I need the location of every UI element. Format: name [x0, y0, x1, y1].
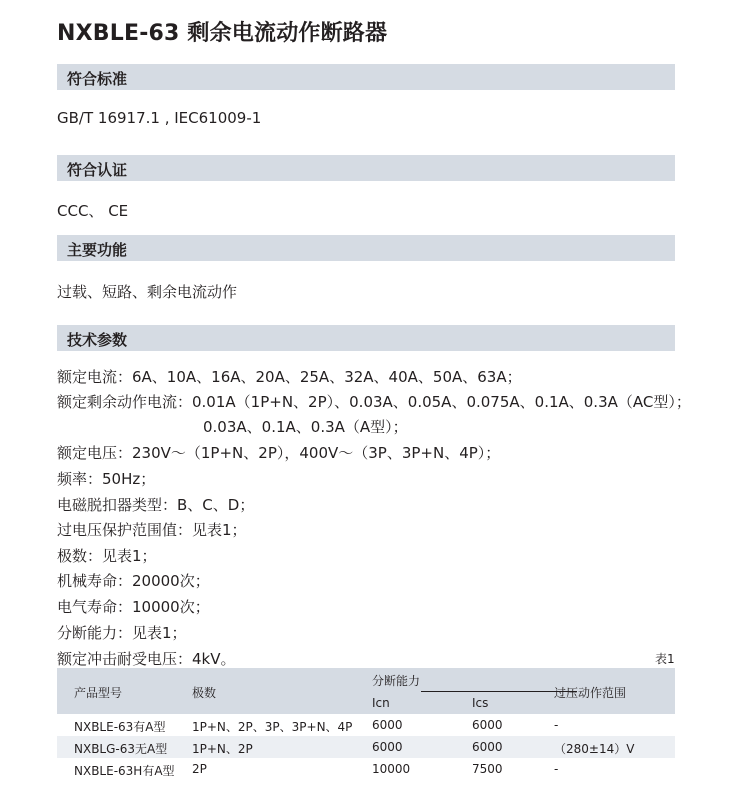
- param-frequency: 频率：50Hz；: [57, 470, 156, 488]
- param-rated-current: 额定电流：6A、10A、16A、20A、25A、32A、40A、50A、63A；: [57, 368, 522, 386]
- param-overvoltage-range: 过电压保护范围值：见表1；: [57, 521, 247, 539]
- cell-model: NXBLG-63无A型: [74, 742, 168, 756]
- param-rated-voltage: 额定电压：230V～（1P+N、2P），400V～（3P、3P+N、4P）；: [57, 444, 501, 462]
- cell-poles: 1P+N、2P、3P、3P+N、4P: [192, 720, 353, 734]
- header-model: 产品型号: [74, 686, 123, 700]
- cell-model: NXBLE-63有A型: [74, 720, 166, 734]
- table-row: [57, 758, 675, 780]
- section-heading: 符合认证: [67, 161, 128, 179]
- cell-model: NXBLE-63H有A型: [74, 764, 175, 778]
- section-header-standard: [57, 64, 675, 90]
- function-text: 过载、短路、剩余电流动作: [57, 283, 238, 301]
- header-ics: Ics: [472, 696, 489, 710]
- param-breaking-capacity: 分断能力：见表1；: [57, 624, 187, 642]
- cell-ics: 6000: [472, 740, 503, 754]
- cell-poles: 1P+N、2P: [192, 742, 253, 756]
- param-mechanical-life: 机械寿命：20000次；: [57, 572, 210, 590]
- cell-overvoltage: -: [554, 762, 559, 776]
- header-overvoltage: 过压动作范围: [554, 686, 627, 700]
- section-heading: 符合标准: [67, 70, 128, 88]
- param-residual-current-a-type: 0.03A、0.1A、0.3A（A型）；: [203, 418, 408, 436]
- param-poles: 极数：见表1；: [57, 547, 157, 565]
- header-icn: Icn: [372, 696, 390, 710]
- section-heading: 技术参数: [67, 331, 128, 349]
- cell-icn: 10000: [372, 762, 411, 776]
- section-header-params: [57, 325, 675, 351]
- cell-ics: 7500: [472, 762, 503, 776]
- header-breaking: 分断能力: [372, 674, 421, 688]
- standard-text: GB/T 16917.1 , IEC61009-1: [57, 109, 262, 127]
- param-trip-type: 电磁脱扣器类型：B、C、D；: [57, 496, 255, 514]
- cell-icn: 6000: [372, 718, 403, 732]
- page-title: NXBLE-63 剩余电流动作断路器: [57, 21, 388, 46]
- param-residual-current: 额定剩余动作电流：0.01A（1P+N、2P）、0.03A、0.05A、0.075A、0.1A、0.3A（AC型）；: [57, 393, 691, 411]
- cell-ics: 6000: [472, 718, 503, 732]
- section-header-certification: [57, 155, 675, 181]
- cell-poles: 2P: [192, 762, 207, 776]
- table-caption: 表1: [655, 652, 675, 666]
- table-row: [57, 736, 675, 758]
- section-header-function: [57, 235, 675, 261]
- param-electrical-life: 电气寿命：10000次；: [57, 598, 210, 616]
- header-poles: 极数: [192, 686, 217, 700]
- certification-text: CCC、 CE: [57, 202, 129, 220]
- cell-icn: 6000: [372, 740, 403, 754]
- cell-overvoltage: （280±14）V: [554, 742, 635, 756]
- table-row: [57, 714, 675, 736]
- table-header: [57, 668, 675, 714]
- cell-overvoltage: -: [554, 718, 559, 732]
- section-heading: 主要功能: [67, 241, 128, 259]
- param-impulse-voltage: 额定冲击耐受电压：4kV。: [57, 650, 236, 668]
